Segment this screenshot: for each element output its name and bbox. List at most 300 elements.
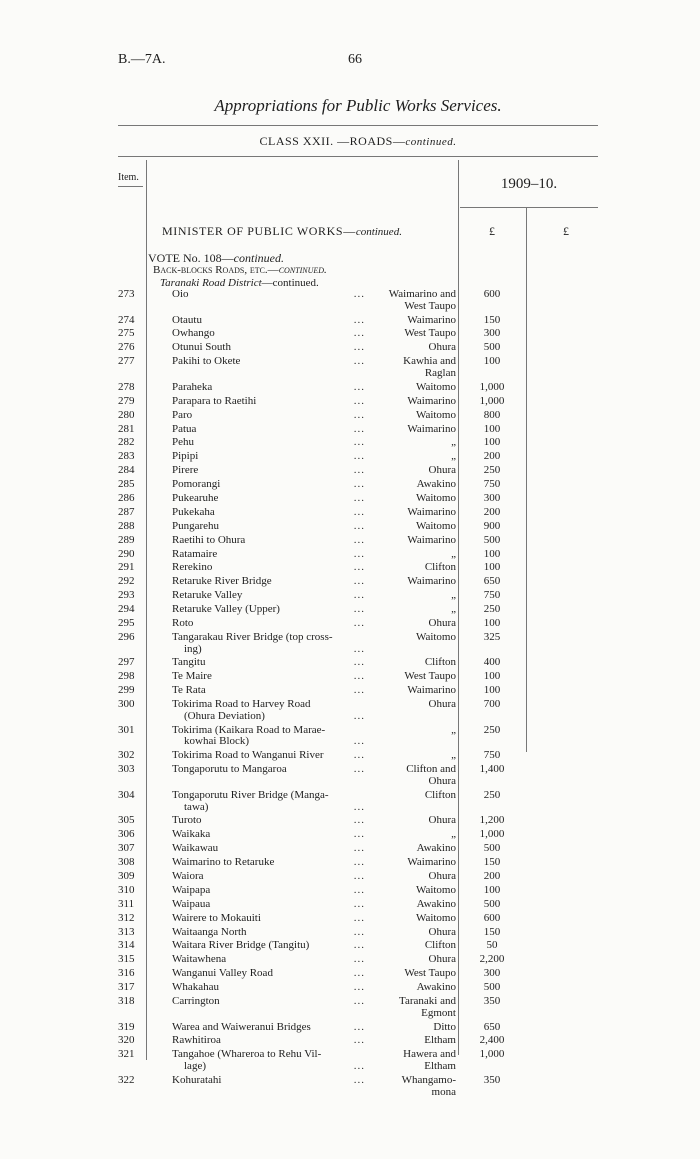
road-name xyxy=(172,437,367,449)
amount: 750 xyxy=(483,749,501,762)
table-row xyxy=(0,328,700,342)
road-name-line: Waikaka xyxy=(172,828,211,841)
table-row xyxy=(0,315,700,329)
amount: 600 xyxy=(483,288,501,300)
item-number: 318 xyxy=(118,995,135,1007)
amount: 200 xyxy=(483,450,501,463)
leader-dots: ... xyxy=(353,422,365,435)
road-name xyxy=(172,899,367,911)
road-name xyxy=(172,396,367,408)
appropriations-table xyxy=(0,289,700,1101)
county-name xyxy=(370,968,456,980)
county-name xyxy=(370,451,456,463)
road-name-line: lage) xyxy=(184,1060,206,1073)
leader-dots: ... xyxy=(353,981,365,994)
leader-dots: ... xyxy=(353,561,365,574)
road-name-line: Tangahoe (Whareroa to Rehu Vil- xyxy=(172,1048,322,1061)
road-name xyxy=(172,424,367,436)
road-name-line: Parapara to Raetihi xyxy=(172,394,257,407)
leader-dots: ... xyxy=(353,656,365,669)
table-row xyxy=(0,356,700,382)
class-heading-continued: continued. xyxy=(405,136,457,148)
county-name xyxy=(370,913,456,925)
amount: 1,000 xyxy=(479,380,505,393)
table-row xyxy=(0,843,700,857)
item-number: 282 xyxy=(118,436,135,449)
table-row xyxy=(0,521,700,535)
leader-dots: ... xyxy=(353,589,365,602)
road-name xyxy=(172,507,367,519)
table-row xyxy=(0,1075,700,1101)
table-row xyxy=(0,685,700,699)
county-name xyxy=(370,940,456,952)
road-name-line: Raetihi to Ohura xyxy=(172,533,246,546)
road-name xyxy=(172,535,367,547)
amount: 250 xyxy=(483,603,501,616)
road-name-line: Turoto xyxy=(172,814,202,827)
leader-dots: ... xyxy=(353,394,365,407)
county-name xyxy=(370,465,456,477)
road-name xyxy=(172,954,367,966)
table-row xyxy=(0,857,700,871)
item-number: 308 xyxy=(118,856,135,869)
amount: 600 xyxy=(483,911,501,924)
item-number: 303 xyxy=(118,763,135,776)
county-name xyxy=(370,790,456,802)
road-name xyxy=(172,940,367,952)
road-name xyxy=(172,315,367,327)
road-name-line: Pomorangi xyxy=(172,478,221,491)
item-number: 287 xyxy=(118,505,135,518)
county-name xyxy=(370,829,456,841)
item-number: 306 xyxy=(118,828,135,841)
item-number: 295 xyxy=(118,617,135,629)
back-blocks-heading xyxy=(153,264,327,276)
back-blocks-heading-text: Back-blocks Roads, etc.— xyxy=(153,264,279,276)
county-name xyxy=(370,437,456,449)
leader-dots: ... xyxy=(353,842,365,855)
road-name-line: Whakahau xyxy=(172,981,220,994)
road-name-line: Retaruke River Bridge xyxy=(172,575,272,588)
leader-dots: ... xyxy=(353,800,365,813)
road-name-line: Pukekaha xyxy=(172,505,215,518)
back-blocks-heading-continued: continued. xyxy=(278,264,327,276)
class-heading-text: CLASS XXII. —ROADS— xyxy=(259,134,406,148)
road-name xyxy=(172,493,367,505)
leader-dots: ... xyxy=(353,313,365,326)
table-row xyxy=(0,954,700,968)
road-name-line: Te Rata xyxy=(172,684,206,697)
county-name xyxy=(370,815,456,827)
county-name xyxy=(370,927,456,939)
county-name-line: Hawera and xyxy=(403,1048,456,1061)
item-number: 300 xyxy=(118,698,135,711)
leader-dots: ... xyxy=(353,749,365,762)
county-name-line: Waitomo xyxy=(415,519,456,532)
leader-dots: ... xyxy=(353,939,365,952)
item-number: 279 xyxy=(118,394,135,407)
item-number: 321 xyxy=(118,1048,135,1061)
table-row xyxy=(0,465,700,479)
road-name xyxy=(172,699,367,722)
county-name-line: Ohura xyxy=(428,869,456,882)
leader-dots: ... xyxy=(353,464,365,477)
county-name-line: West Taupo xyxy=(404,670,456,683)
class-heading xyxy=(118,134,598,149)
county-name-line: Clifton xyxy=(424,656,456,669)
leader-dots: ... xyxy=(353,735,365,748)
amount: 800 xyxy=(483,408,501,421)
county-name xyxy=(370,507,456,519)
county-name xyxy=(370,725,456,737)
road-name-line: Paraheka xyxy=(172,380,213,393)
leader-dots: ... xyxy=(353,327,365,340)
table-row xyxy=(0,790,700,816)
county-name-line: Clifton xyxy=(424,788,456,801)
amount: 400 xyxy=(483,656,501,669)
road-name-line: Tokirima Road to Harvey Road xyxy=(172,698,311,711)
county-name-line: „ xyxy=(451,450,456,463)
county-name-line: „ xyxy=(451,547,456,560)
county-name xyxy=(370,843,456,855)
county-name xyxy=(370,750,456,762)
amount: 150 xyxy=(483,856,501,869)
road-name-line: Roto xyxy=(172,617,194,629)
county-name-line: Taranaki and xyxy=(399,995,456,1007)
road-name-line: Rawhitiroa xyxy=(172,1034,221,1047)
item-number: 301 xyxy=(118,723,135,736)
county-name-line: Waimarino xyxy=(407,533,456,546)
county-name-line: Waitomo xyxy=(415,380,456,393)
item-number: 278 xyxy=(118,380,135,393)
road-name xyxy=(172,632,367,655)
road-name-line: Tangitu xyxy=(172,656,206,669)
leader-dots: ... xyxy=(353,1020,365,1033)
table-row xyxy=(0,507,700,521)
road-name-line: Carrington xyxy=(172,995,220,1007)
item-number: 302 xyxy=(118,749,135,762)
road-name xyxy=(172,410,367,422)
county-name-line: Eltham xyxy=(424,1060,456,1073)
leader-dots: ... xyxy=(353,911,365,924)
table-row xyxy=(0,927,700,941)
amount: 300 xyxy=(483,491,501,504)
amount: 100 xyxy=(483,355,501,368)
road-name-line: kowhai Block) xyxy=(184,735,250,748)
table-row xyxy=(0,424,700,438)
leader-dots: ... xyxy=(353,505,365,518)
county-name-line: Waimarino xyxy=(407,505,456,518)
minister-heading xyxy=(162,224,402,239)
item-number: 281 xyxy=(118,422,135,435)
road-name-line: Waitaanga North xyxy=(172,925,247,938)
leader-dots: ... xyxy=(353,491,365,504)
county-name-line: Waimarino xyxy=(407,422,456,435)
item-number: 291 xyxy=(118,561,135,574)
county-name-line: „ xyxy=(451,828,456,841)
table-row xyxy=(0,871,700,885)
road-name-line: Kohuratahi xyxy=(172,1073,222,1086)
county-name xyxy=(370,590,456,602)
amount: 500 xyxy=(483,533,501,546)
amount: 200 xyxy=(483,869,501,882)
road-name-line: Paro xyxy=(172,408,193,421)
leader-dots: ... xyxy=(353,684,365,697)
item-number: 315 xyxy=(118,953,135,966)
road-name xyxy=(172,1022,367,1034)
road-name-line: Waipapa xyxy=(172,883,211,896)
county-name-line: Waimarino xyxy=(407,313,456,326)
leader-dots: ... xyxy=(353,1073,365,1086)
leader-dots: ... xyxy=(353,925,365,938)
road-name xyxy=(172,996,367,1008)
road-name xyxy=(172,1035,367,1047)
amount: 350 xyxy=(483,1073,501,1086)
page-title: Appropriations for Public Works Services. xyxy=(214,96,502,115)
amount: 150 xyxy=(483,313,501,326)
road-name-line: Waipaua xyxy=(172,897,211,910)
amount: 2,200 xyxy=(479,953,505,966)
item-number: 322 xyxy=(118,1073,135,1086)
county-name-line: mona xyxy=(431,1085,456,1098)
county-name xyxy=(370,535,456,547)
county-name xyxy=(370,954,456,966)
county-name xyxy=(370,382,456,394)
county-name xyxy=(370,1022,456,1034)
county-name-line: Waitomo xyxy=(415,491,456,504)
table-row xyxy=(0,899,700,913)
leader-dots: ... xyxy=(353,1034,365,1047)
amount: 300 xyxy=(483,327,501,340)
amount: 100 xyxy=(483,883,501,896)
table-row xyxy=(0,968,700,982)
table-row xyxy=(0,451,700,465)
item-number: 275 xyxy=(118,327,135,340)
amount: 100 xyxy=(483,684,501,697)
item-number: 297 xyxy=(118,656,135,669)
county-name-line: „ xyxy=(451,436,456,449)
table-row xyxy=(0,982,700,996)
item-number: 305 xyxy=(118,814,135,827)
table-row xyxy=(0,1035,700,1049)
county-name-line: Ohura xyxy=(428,464,456,477)
amount: 100 xyxy=(483,670,501,683)
road-name-line: Waimarino to Retaruke xyxy=(172,856,275,869)
road-name xyxy=(172,843,367,855)
divider xyxy=(118,186,143,187)
leader-dots: ... xyxy=(353,953,365,966)
table-row xyxy=(0,437,700,451)
item-number: 309 xyxy=(118,869,135,882)
road-name xyxy=(172,479,367,491)
currency-symbol: £ xyxy=(563,224,569,238)
road-name xyxy=(172,750,367,762)
road-name xyxy=(172,549,367,561)
county-name-line: Kawhia and xyxy=(403,355,456,368)
vote-heading xyxy=(148,252,284,264)
leader-dots: ... xyxy=(353,763,365,776)
county-name-line: West Taupo xyxy=(404,967,456,980)
item-number: 317 xyxy=(118,981,135,994)
road-name-line: Pehu xyxy=(172,436,194,449)
leader-dots: ... xyxy=(353,869,365,882)
item-number: 311 xyxy=(118,897,135,910)
county-name xyxy=(370,493,456,505)
amount: 325 xyxy=(483,630,501,643)
amount: 500 xyxy=(483,842,501,855)
amount: 1,000 xyxy=(479,828,505,841)
item-number: 289 xyxy=(118,533,135,546)
county-name-line: Awakino xyxy=(416,478,456,491)
item-number: 312 xyxy=(118,911,135,924)
amount: 1,000 xyxy=(479,1048,505,1061)
county-name xyxy=(370,315,456,327)
amount: 750 xyxy=(483,478,501,491)
road-name xyxy=(172,451,367,463)
table-row xyxy=(0,382,700,396)
county-name-line: Clifton xyxy=(424,939,456,952)
item-number: 273 xyxy=(118,288,135,300)
amount: 500 xyxy=(483,897,501,910)
county-name-line: Ditto xyxy=(433,1020,456,1033)
table-row xyxy=(0,750,700,764)
amount: 250 xyxy=(483,788,501,801)
county-name xyxy=(370,685,456,697)
road-name-line: Owhango xyxy=(172,327,215,340)
county-name xyxy=(370,857,456,869)
road-name-line: Waitawhena xyxy=(172,953,227,966)
road-name-line: Pungarehu xyxy=(172,519,220,532)
leader-dots: ... xyxy=(353,547,365,560)
table-row xyxy=(0,493,700,507)
amount: 50 xyxy=(486,939,498,952)
road-name-line: Pakihi to Okete xyxy=(172,355,241,368)
table-row xyxy=(0,604,700,618)
divider xyxy=(460,207,598,208)
item-number: 292 xyxy=(118,575,135,588)
amount: 500 xyxy=(483,981,501,994)
county-name-line: Clifton xyxy=(424,561,456,574)
amount: 1,000 xyxy=(479,394,505,407)
county-name-line: Ohura xyxy=(428,774,456,787)
road-name-line: Pirere xyxy=(172,464,199,477)
vote-heading-text: VOTE No. 108— xyxy=(148,251,234,265)
county-name xyxy=(370,549,456,561)
item-number: 280 xyxy=(118,408,135,421)
item-number: 294 xyxy=(118,603,135,616)
road-name-line: ing) xyxy=(184,642,202,655)
road-name xyxy=(172,857,367,869)
county-name xyxy=(370,671,456,683)
leader-dots: ... xyxy=(353,408,365,421)
district-heading-continued: —continued. xyxy=(261,277,319,289)
table-row xyxy=(0,699,700,725)
county-name xyxy=(370,1075,456,1098)
year-column-header: 1909–10. xyxy=(500,176,558,192)
county-name xyxy=(370,657,456,669)
county-name-line: Waimarino xyxy=(407,394,456,407)
county-name-line: Waimarino xyxy=(407,684,456,697)
county-name-line: Awakino xyxy=(416,981,456,994)
leader-dots: ... xyxy=(353,814,365,827)
county-name xyxy=(370,410,456,422)
road-name-line: Wairere to Mokauiti xyxy=(172,911,261,924)
leader-dots: ... xyxy=(353,883,365,896)
road-name xyxy=(172,815,367,827)
county-name xyxy=(370,618,456,630)
road-name-line: Patua xyxy=(172,422,197,435)
county-name-line: „ xyxy=(451,749,456,762)
road-name xyxy=(172,328,367,340)
county-name xyxy=(370,996,456,1019)
table-row xyxy=(0,396,700,410)
leader-dots: ... xyxy=(353,995,365,1007)
table-row xyxy=(0,725,700,751)
item-column-header: Item. xyxy=(118,172,139,183)
county-name-line: „ xyxy=(451,723,456,736)
county-name-line: Waimarino xyxy=(407,856,456,869)
county-name xyxy=(370,576,456,588)
county-name-line: Waitomo xyxy=(415,911,456,924)
leader-dots: ... xyxy=(353,575,365,588)
table-row xyxy=(0,1022,700,1036)
road-name-line: tawa) xyxy=(184,800,209,813)
item-number: 276 xyxy=(118,341,135,354)
road-name-line: Otautu xyxy=(172,313,202,326)
item-number: 288 xyxy=(118,519,135,532)
amount: 250 xyxy=(483,464,501,477)
county-name xyxy=(370,562,456,574)
road-name-line: (Ohura Deviation) xyxy=(184,709,265,722)
leader-dots: ... xyxy=(353,519,365,532)
amount: 350 xyxy=(483,995,501,1007)
road-name-line: Tongaporutu River Bridge (Manga- xyxy=(172,788,329,801)
county-name-line: Whangamo- xyxy=(401,1073,456,1086)
table-row xyxy=(0,618,700,632)
road-name xyxy=(172,604,367,616)
table-row xyxy=(0,1049,700,1075)
leader-dots: ... xyxy=(353,603,365,616)
road-name-line: Ratamaire xyxy=(172,547,218,560)
county-name-line: Awakino xyxy=(416,842,456,855)
leader-dots: ... xyxy=(353,670,365,683)
county-name xyxy=(370,342,456,354)
item-number: 316 xyxy=(118,967,135,980)
road-name xyxy=(172,671,367,683)
county-name xyxy=(370,396,456,408)
item-number: 320 xyxy=(118,1034,135,1047)
road-name xyxy=(172,685,367,697)
item-number: 310 xyxy=(118,883,135,896)
minister-heading-text: MINISTER OF PUBLIC WORKS— xyxy=(162,224,356,238)
county-name xyxy=(370,764,456,787)
amount: 150 xyxy=(483,925,501,938)
table-row xyxy=(0,549,700,563)
amount: 100 xyxy=(483,422,501,435)
county-name xyxy=(370,356,456,379)
road-name xyxy=(172,465,367,477)
county-name xyxy=(370,871,456,883)
road-name xyxy=(172,356,367,368)
table-row xyxy=(0,289,700,315)
amount: 100 xyxy=(483,547,501,560)
county-name-line: Waimarino xyxy=(407,575,456,588)
road-name-line: Retaruke Valley xyxy=(172,589,243,602)
table-row xyxy=(0,913,700,927)
county-name-line: Clifton and xyxy=(406,763,456,776)
table-row xyxy=(0,535,700,549)
county-name-line: Waitomo xyxy=(415,630,456,643)
